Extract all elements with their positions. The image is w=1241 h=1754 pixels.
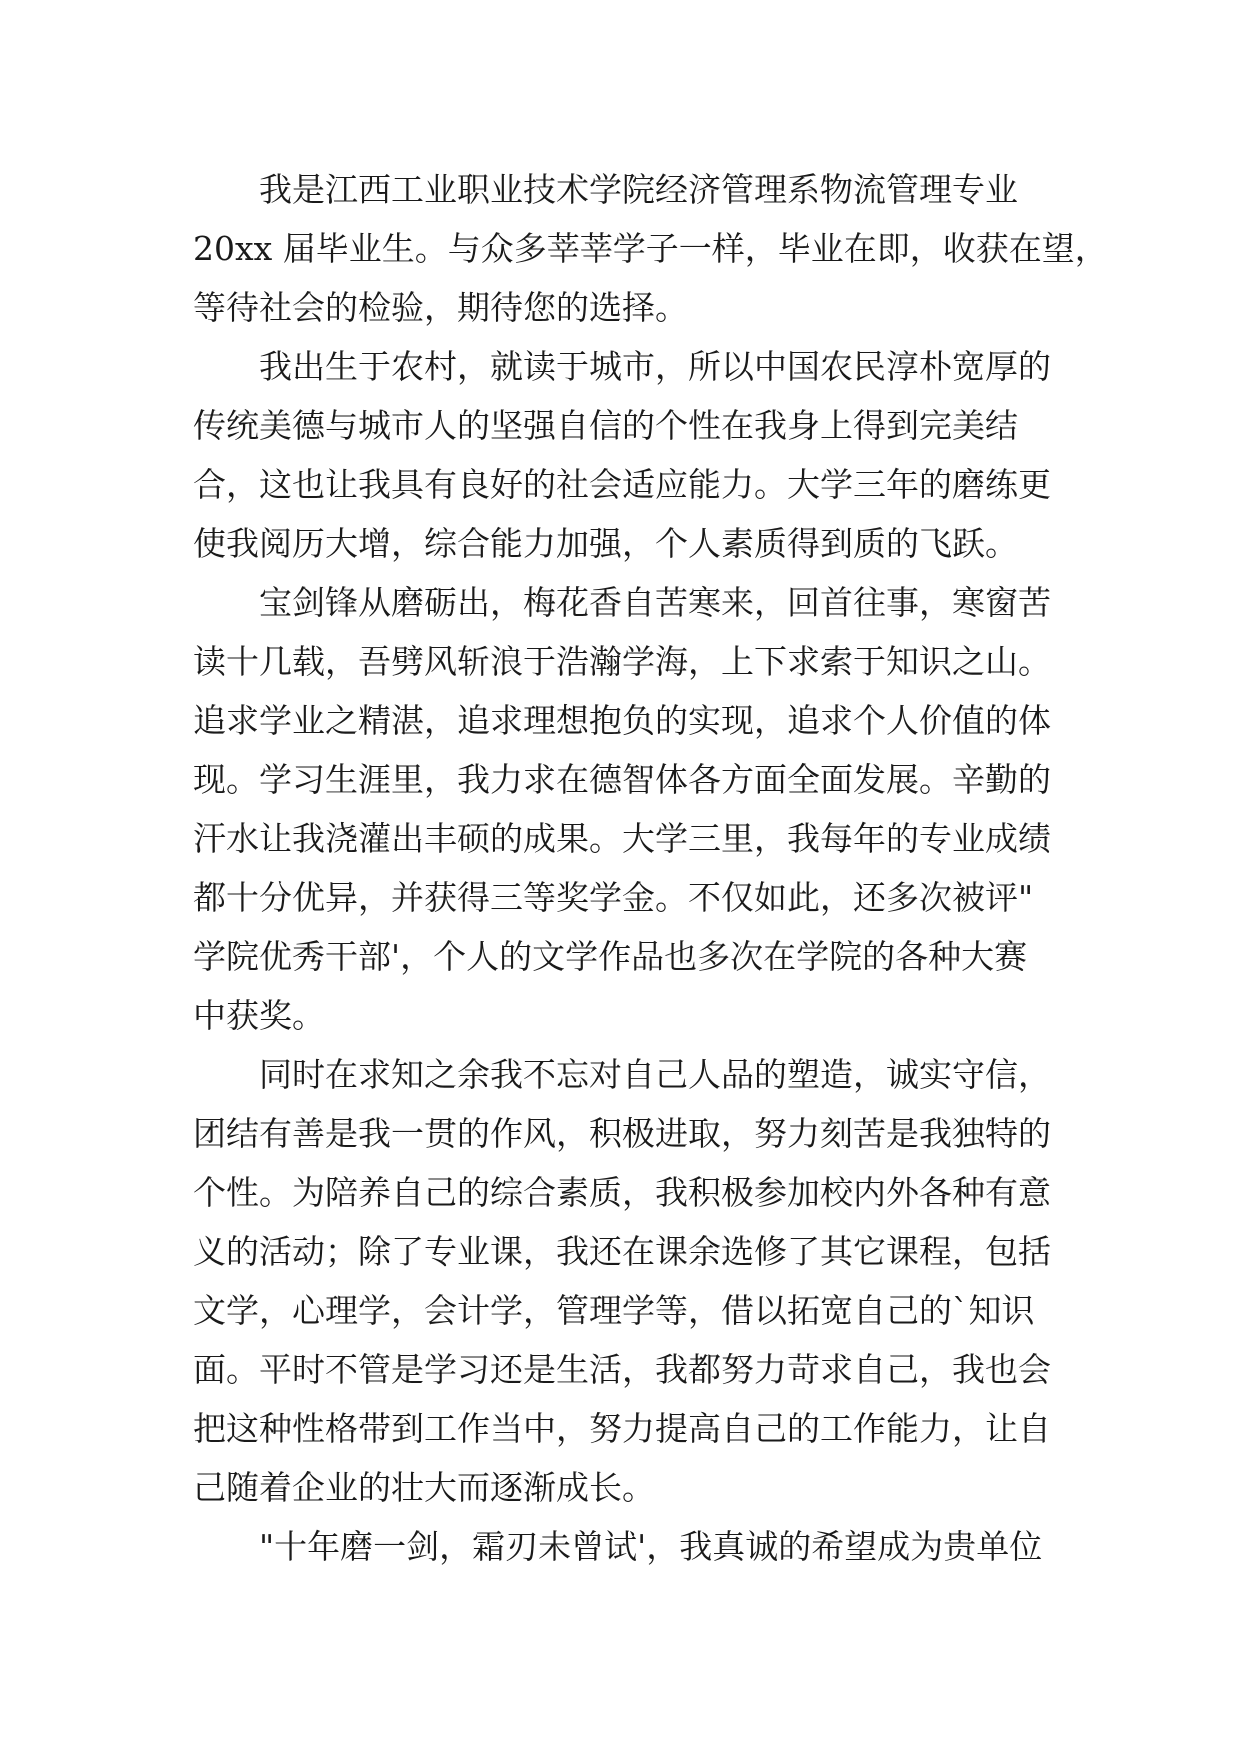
text-line: 宝剑锋从磨砺出，梅花香自苦寒来，回首往事，寒窗苦 xyxy=(259,583,1051,622)
text-line: 传统美德与城市人的坚强自信的个性在我身上得到完美结 xyxy=(193,406,1018,445)
text-line: 团结有善是我一贯的作风，积极进取，努力刻苦是我独特的 xyxy=(193,1114,1051,1153)
text-line: 把这种性格带到工作当中，努力提高自己的工作能力，让自 xyxy=(193,1409,1051,1448)
text-line: 等待社会的检验，期待您的选择。 xyxy=(193,288,688,327)
text-line: 20xx 届毕业生。与众多莘莘学子一样，毕业在即，收获在望， xyxy=(193,229,1108,268)
text-line: 追求学业之精湛，追求理想抱负的实现，追求个人价值的体 xyxy=(193,701,1051,740)
document-body xyxy=(193,160,1108,1576)
text-line: 都十分优异，并获得三等奖学金。不仅如此，还多次被评" xyxy=(193,878,1034,917)
text-line: 现。学习生涯里，我力求在德智体各方面全面发展。辛勤的 xyxy=(193,760,1051,799)
text-line: 读十几载，吾劈风斩浪于浩瀚学海，上下求索于知识之山。 xyxy=(193,642,1051,681)
text-line: 文学，心理学，会计学，管理学等，借以拓宽自己的`知识 xyxy=(193,1291,1035,1330)
text-line: 学院优秀干部'，个人的文学作品也多次在学院的各种大赛 xyxy=(193,937,1028,976)
text-line: 己随着企业的壮大而逐渐成长。 xyxy=(193,1468,655,1507)
text-line: "十年磨一剑，霜刃未曾试'，我真诚的希望成为贵单位 xyxy=(259,1527,1043,1566)
text-line: 我是江西工业职业技术学院经济管理系物流管理专业 xyxy=(259,170,1018,209)
text-line: 面。平时不管是学习还是生活，我都努力苛求自己，我也会 xyxy=(193,1350,1051,1389)
text-line: 中获奖。 xyxy=(193,996,325,1035)
text-line: 使我阅历大增，综合能力加强，个人素质得到质的飞跃。 xyxy=(193,524,1018,563)
text-line: 合，这也让我具有良好的社会适应能力。大学三年的磨练更 xyxy=(193,465,1051,504)
text-line: 汗水让我浇灌出丰硕的成果。大学三里，我每年的专业成绩 xyxy=(193,819,1051,858)
text-line: 我出生于农村，就读于城市，所以中国农民淳朴宽厚的 xyxy=(259,347,1051,386)
text-line: 义的活动；除了专业课，我还在课余选修了其它课程，包括 xyxy=(193,1232,1051,1271)
text-line: 同时在求知之余我不忘对自己人品的塑造，诚实守信， xyxy=(259,1055,1051,1094)
text-line: 个性。为陪养自己的综合素质，我积极参加校内外各种有意 xyxy=(193,1173,1051,1212)
